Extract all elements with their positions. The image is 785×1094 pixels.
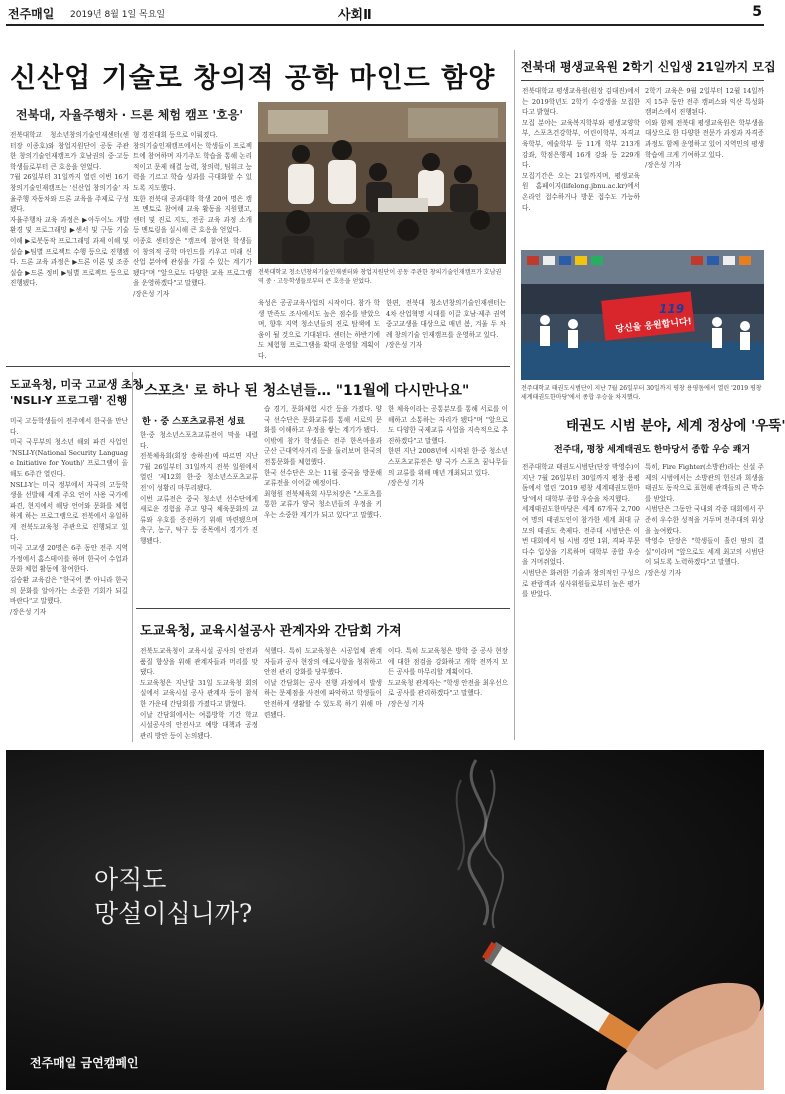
main-col4: 한편, 전북대 청소년창의기술인재센터는 4차 산업혁명 시대를 이끌 호남·제주 권역 중고교생을 대상으로 매년 봄, 겨울 두 차례 창의기술 인재캠프를 운영하고 있다. /장은성 기자 <box>386 299 506 350</box>
side-col1: 전북대학교 평생교육원(원장 김대진)에서는 2019학년도 2학기 수강생을 모집한다고 밝혔다. 모집 분야는 교육복지학부와 평생교양학부, 스포츠건강학부, 어린이학부, 자격교육학부, 예술학부 등 11개 학부 213개 강좌, 학점은행제 16개 강좌 등 229개다. 모집기간은 오는 21일까지며, 평생교육원 홈페이지(lifelong.jbnu.ac.kr)에서 온라인 접수하거나 방문 접수도 가능하다. <box>522 87 640 212</box>
sports-headline: '스포츠' 로 하나 된 청소년들… "11월에 다시만나요" <box>140 383 470 399</box>
top-rule <box>6 24 764 26</box>
nsli-body: 미국 고등학생들이 전주에서 한국을 만난다. 미국 국무부의 청소년 해외 파견 사업인 'NSLI-Y(National Security Language Initiative for Youth)' 프로그램이 올해도 6주간 열린다. NSLI-Y는 미국 정부에서 자국의 고등학생을 선발해 세계 주요 언어 사용 국가에 파견, 현지에서 해당 언어와 문화를 체험하게 하는 프로그램으로 전북에서 유일하게 전북도교육청 주관으로 진행되고 있다. 미국 고교생 20명은 6주 동안 전주 지역 가정에서 홈스테이를 하며 한국어 수업과 문화 체험 활동에 참여한다. 김승환 교육감은 "한국어 뿐 아니라 한국의 문화를 알아가는 소중한 기회가 되길 바란다"고 말했다. /장은성 기자 <box>10 417 128 616</box>
edu-col2: 석했다. 특히 도교육청은 시공업체 관계자들과 공사 현장의 애로사항을 청취하고 안전 관리 강화를 당부했다. 이날 간담회는 공사 진행 과정에서 발생하는 문제점을 사전에 파악하고 학생들이 안전하게 생활할 수 있도록 하기 위해 마련됐다. <box>264 647 382 719</box>
side-headline: 전북대 평생교육원 2학기 신입생 21일까지 모집 <box>521 60 776 74</box>
main-col1: 전북대학교 청소년창의기술인재센터(센터장 이종호)와 창업지원단이 공동 주관한 창의기술인재캠프가 호남권의 중·고등학생들로부터 큰 호응을 얻었다. 7월 26일부터 31일까지 열린 이번 16기 창의기술인재캠프는 '신산업 창의기술' 자율주행 자동차와 드론 교육을 주제로 구성됐다. 자율주행차 교육 과정은 ▶아두이노 개발 환경 및 프로그래밍 ▶센서 및 구동 기술 이해 ▶로봇동작 프로그래밍 과제 이해 및 실습 ▶팀별 프로젝트 수행 등으로 진행됐다. 드론 교육 과정은 ▶드론 이론 및 조종 실습 ▶드론 정비 ▶팀별 프로젝트 등으로 진행됐다. <box>10 131 129 288</box>
side-col2: 2학기 교육은 9월 2일부터 12월 14일까지 15주 동안 전주 캠퍼스와 익산 특성화캠퍼스에서 진행된다. 이와 함께 전북대 평생교육원은 학부생을 대상으로 한 다양한 전문가 과정과 자격증 과정도 함께 운영하고 있어 지역민의 평생학습에 크게 기여하고 있다. /장은성 기자 <box>645 87 764 170</box>
ad-line-2: 망설이십니까? <box>94 899 253 928</box>
camp-photo-caption: 전북대학교 청소년창의기술인재센터와 창업지원단이 공동 주관한 창의기술인재캠프가 호남권역 중 · 고등학생들로부터 큰 호응을 얻었다. <box>258 269 502 285</box>
main-col3: 육성은 공공교육사업의 시작이다. 참가 학생 만족도 조사에서도 높은 점수를 받았으며, 향후 지역 청소년들의 진로 탐색에 도움이 될 것으로 기대된다. 센터는 하반기에도 체험형 프로그램을 확대 운영할 계획이다. <box>258 299 380 360</box>
main-subhead: 전북대, 자율주행차 · 드론 체험 캠프 '호응' <box>16 108 244 122</box>
ad-line-1: 아직도 <box>94 865 167 894</box>
newspaper-logo: 전주매일 <box>8 7 55 21</box>
taekwondo-photo <box>521 250 764 380</box>
main-col2: 형 경진대회 등으로 이뤄졌다. 창의기술인재캠프에서는 학생들이 프로젝트에 참여하며 자기주도 학습을 통해 논리적이고 문제 해결 능력, 창의력, 팀워크 능력을 기르고 학습 성과를 극대화할 수 있도록 지도했다. 또한 전북대 공과대학 학생 20여 명은 캠프 멘토로 참여해 교육 활동을 지원했고, 센터 및 진로 지도, 전공 교육 과정 소개 등 멘토링을 실시해 큰 호응을 얻었다. 이종호 센터장은 "캠프에 참여한 학생들이 창의적 공학 마인드를 키우고 미래 신산업 분야에 관심을 가질 수 있는 계기가 됐다"며 "앞으로도 다양한 교육 프로그램을 운영하겠다"고 말했다. /장은성 기자 <box>133 131 252 298</box>
camp-photo-image <box>258 102 506 264</box>
nsli-headline-2: 'NSLI-Y 프로그램' 진행 <box>10 394 128 407</box>
banner-number: 119 <box>659 302 685 316</box>
sports-bottom-rule <box>136 608 510 609</box>
taekwondo-photo-caption: 전주대학교 태권도시범단이 지난 7월 26일부터 30일까지 평창 용평돔에서 열린 '2019 평창 세계태권도한마당'에서 종합 우승을 차지했다. <box>521 385 762 401</box>
sports-col2: 습 경기, 문화체험 시간 등을 가졌다. 양국 선수단은 문화교류를 통해 서로의 문화를 이해하고 우정을 쌓는 계기가 됐다. 이밖에 참가 학생들은 전주 한옥마을과 군산 근대역사거리 등을 둘러보며 한국의 전통문화를 체험했다. 한국 선수단은 오는 11월 중국을 방문해 교류전을 이어갈 예정이다. 최형원 전북체육회 사무처장은 "스포츠를 통한 교류가 양국 청소년들의 우정을 키우는 소중한 계기가 되고 있다"고 말했다. <box>264 405 382 519</box>
sports-subhead: 한 · 중 스포츠교류전 성료 <box>142 417 245 427</box>
masthead <box>8 4 762 24</box>
page-number: 5 <box>752 4 762 20</box>
ad-tagline: 전주매일 금연캠페인 <box>30 1056 139 1070</box>
sports-col3: 한 체육이라는 공통분모를 통해 서로를 이해하고 소통하는 자리가 됐다"며 "앞으로도 다양한 국제교류 사업을 지속적으로 추진하겠다"고 말했다. 한편 지난 2008년에 시작된 한·중 청소년스포츠교류전은 양 국가 스포츠 꿈나무들의 교류를 위해 매년 개최되고 있다. /장은성 기자 <box>388 405 508 488</box>
issue-date: 2019년 8월 1일 목요일 <box>70 10 166 20</box>
banner-text: 당신을 응원합니다! <box>614 317 693 335</box>
taekwondo-photo-image <box>521 250 764 380</box>
camp-photo <box>258 102 506 264</box>
main-bottom-rule <box>6 366 510 367</box>
column-divider-2 <box>132 372 133 742</box>
section-name: 사회Ⅱ <box>338 8 372 23</box>
taekwondo-headline: 태권도 시범 분야, 세계 정상에 '우뚝' <box>566 418 785 434</box>
edu-col3: 이다. 특히 도교육청은 방학 중 공사 현장에 대한 점검을 강화하고 개학 전까지 모든 공사를 마무리할 계획이다. 도교육청 관계자는 "학생 안전을 최우선으로 공사를 관리하겠다"고 말했다. /장은성 기자 <box>388 647 508 708</box>
taekwondo-col1: 전주대학교 태권도시범단(단장 박영수)이 지난 7월 26일부터 30일까지 평창 용평돔에서 열린 '2019 평창 세계태권도한마당'에서 대학부 종합 우승을 차지했다. 세계태권도한마당은 세계 67개국 2,700여 명의 태권도인이 참가한 세계 최대 규모의 태권도 축제다. 전주대 시범단은 이번 대회에서 팀 시범 경연 1위, 격파 부문 다수 입상을 기록하며 대학부 종합 우승을 거머쥐었다. 시범단은 화려한 기술과 창의적인 구성으로 관람객과 심사위원들로부터 높은 평가를 받았다. <box>522 463 640 599</box>
main-headline: 신산업 기술로 창의적 공학 마인드 함양 <box>10 63 496 94</box>
taekwondo-col2: 특히, Fire Fighter(소방관)라는 신설 주제의 시범에서는 소방관의 헌신과 희생을 태권도 동작으로 표현해 관객들의 큰 박수를 받았다. 시범단은 그동안 국내외 각종 대회에서 꾸준히 우수한 성적을 거두며 전주대의 위상을 높여왔다. 박영수 단장은 "학생들이 흘린 땀의 결실"이라며 "앞으로도 세계 최고의 시범단이 되도록 노력하겠다"고 말했다. /장은성 기자 <box>645 463 764 577</box>
nsli-headline-1: 도교육청, 미국 고교생 초청 <box>10 378 143 391</box>
column-divider <box>514 50 515 740</box>
anti-smoking-ad <box>6 750 764 1090</box>
taekwondo-subhead: 전주대, 평창 세계태권도 한마당서 종합 우승 쾌거 <box>554 445 751 455</box>
side-rule <box>521 80 764 81</box>
sports-col1: 한·중 청소년스포츠교류전이 막을 내렸다. 전북체육회(회장 송하진)에 따르면 지난 7월 26일부터 31일까지 전북 일원에서 열린 '제12회 한·중 청소년스포츠교류전'이 성황리 마무리됐다. 이번 교류전은 중국 청소년 선수단에게 새로운 경험을 주고 양국 체육문화의 교류와 우호를 증진하기 위해 마련됐으며 축구, 농구, 탁구 등 종목에서 경기가 진행됐다. <box>140 431 258 545</box>
edu-headline: 도교육청, 교육시설공사 관계자와 간담회 가져 <box>140 624 402 639</box>
edu-col1: 전북도교육청이 교육시설 공사의 안전과 품질 향상을 위해 관계자들과 머리를 맞댔다. 도교육청은 지난달 31일 도교육청 회의실에서 교육시설 공사 관계자 등이 참석한 가운데 간담회를 가졌다고 밝혔다. 이날 간담회에서는 여름방학 기간 학교 시설공사의 안전사고 예방 대책과 공정 관리 방안 등이 논의됐다. <box>140 647 258 740</box>
